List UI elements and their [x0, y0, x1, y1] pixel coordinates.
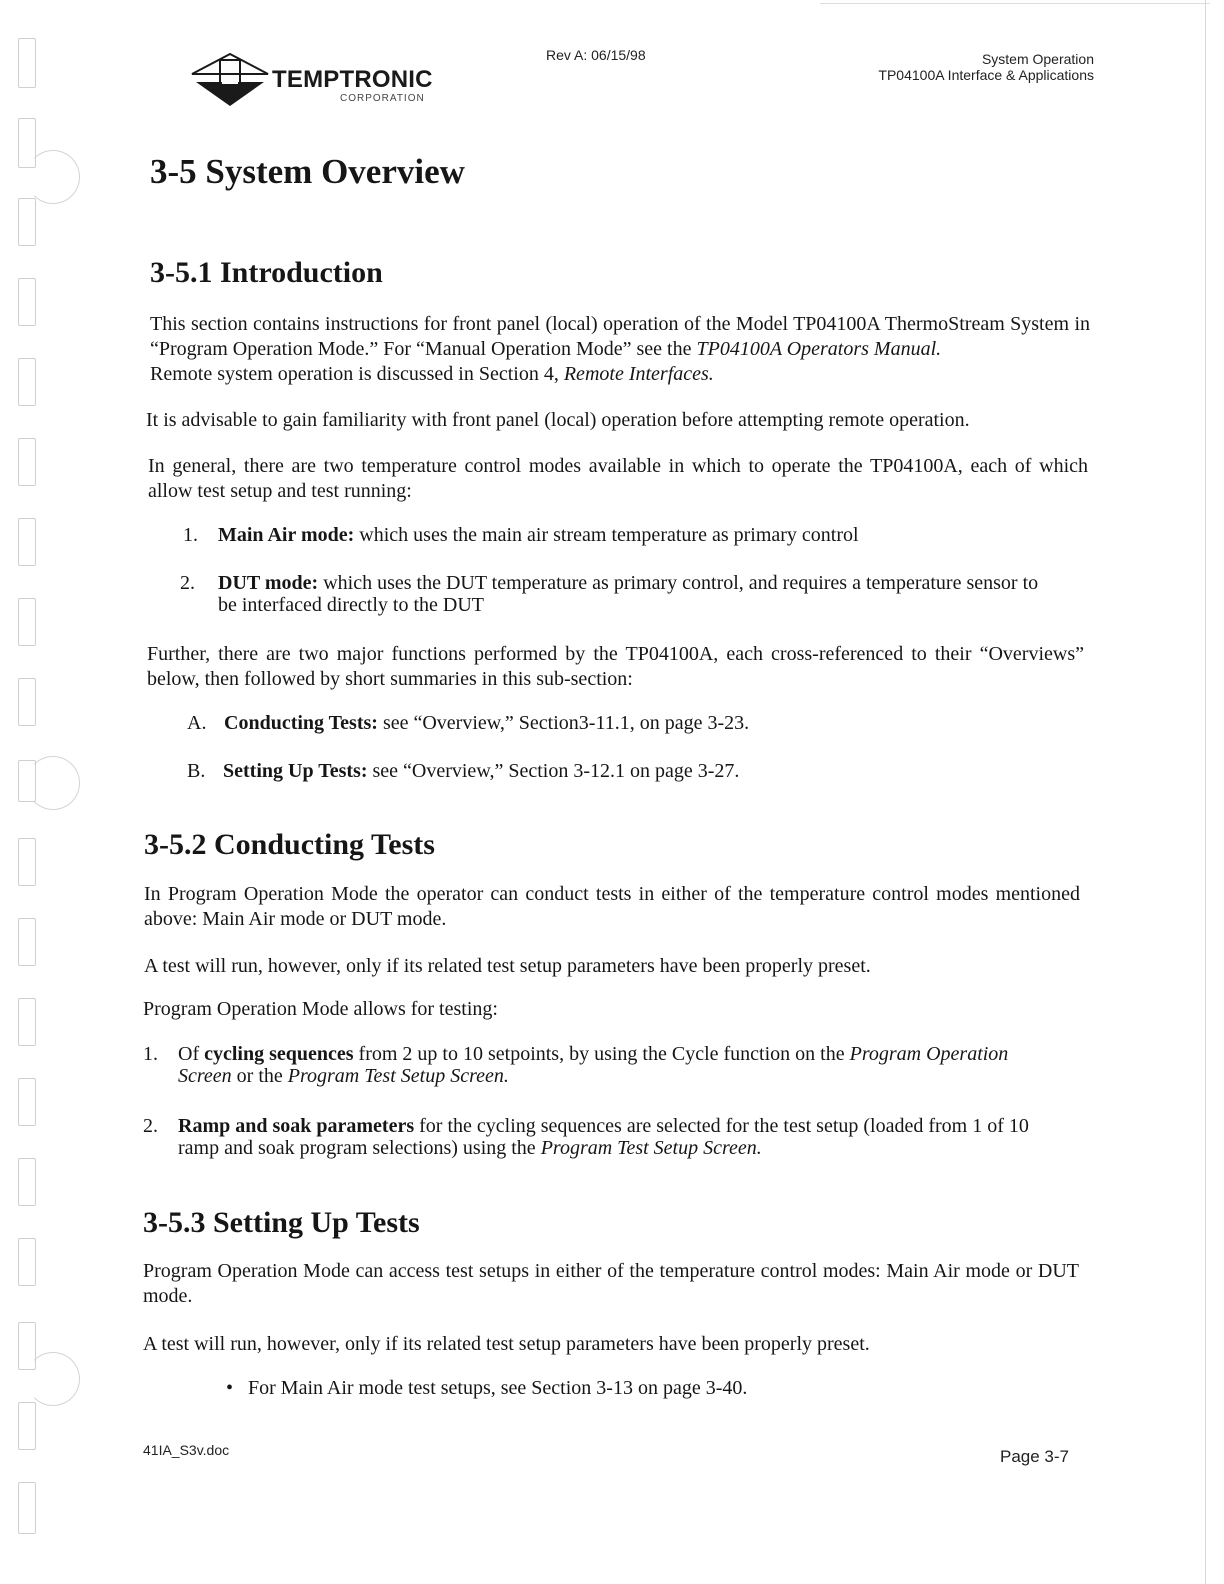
- intro-paragraph-1: This section contains instructions for front panel (local) operation of the Model TP04100A ThermoStream System in “Program Operation Mode.” For “Manual Operation Mode” see the TP04100A Operators Manual. Remote system operation is discussed in Section 4, Remote Interfaces.: [150, 313, 1090, 385]
- scan-edge-top: [820, 3, 1210, 4]
- running-header: [878, 51, 1094, 83]
- binder-hole: [18, 438, 36, 486]
- setting-paragraph-2: A test will run, however, only if its related test setup parameters have been properly preset.: [143, 1333, 870, 1355]
- manual-reference: TP04100A Operators Manual.: [696, 338, 942, 360]
- binder-hole: [18, 838, 36, 886]
- binder-hole: [18, 1402, 36, 1450]
- binder-hole: [18, 38, 36, 88]
- setting-up-tests-heading: 3-5.3 Setting Up Tests: [143, 1206, 420, 1239]
- binder-hole: [18, 1238, 36, 1286]
- binder-hole: [18, 278, 36, 326]
- binder-hole: [18, 678, 36, 726]
- doc-title: TP04100A Interface & Applications: [878, 67, 1094, 83]
- binder-hole: [18, 518, 36, 566]
- revision-date: Rev A: 06/15/98: [546, 47, 646, 63]
- binder-hole: [18, 760, 36, 802]
- list-item: A. Conducting Tests: see “Overview,” Section3-11.1, on page 3-23.: [187, 712, 750, 734]
- remote-interfaces-reference: Remote Interfaces.: [563, 363, 714, 385]
- bullet-icon: •: [226, 1377, 234, 1399]
- scan-edge-right: [1205, 0, 1206, 1584]
- conducting-paragraph-3: Program Operation Mode allows for testing:: [143, 998, 498, 1020]
- setting-paragraph-1: Program Operation Mode can access test setups in either of the temperature control modes: Main Air mode or DUT mode.: [143, 1260, 1079, 1307]
- logo-subtext: CORPORATION: [340, 93, 425, 104]
- temptronic-logo-icon: [190, 52, 270, 110]
- binder-ring: [26, 150, 80, 204]
- conducting-paragraph-1: In Program Operation Mode the operator can conduct tests in either of the temperature control modes mentioned above: Main Air mode or DUT mode.: [144, 883, 1080, 930]
- binder-hole: [18, 598, 36, 646]
- list-item: B. Setting Up Tests: see “Overview,” Section 3-12.1 on page 3-27.: [187, 760, 740, 782]
- binder-hole: [18, 998, 36, 1046]
- binder-hole: [18, 198, 36, 246]
- section-title: System Operation: [981, 51, 1094, 67]
- binder-hole: [18, 918, 36, 966]
- list-item: 1. Of cycling sequences from 2 up to 10 setpoints, by using the Cycle function on the Program Operation Screen or the Program Test Setup Screen.: [143, 1043, 1009, 1087]
- conducting-tests-heading: 3-5.2 Conducting Tests: [144, 828, 435, 861]
- conducting-paragraph-2: A test will run, however, only if its related test setup parameters have been properly preset.: [144, 955, 871, 977]
- binder-hole: [18, 1078, 36, 1126]
- list-item: • For Main Air mode test setups, see Section 3-13 on page 3-40.: [226, 1377, 748, 1399]
- page-number: Page 3-7: [1000, 1447, 1069, 1466]
- binder-hole: [18, 358, 36, 406]
- list-item: 1. Main Air mode: which uses the main air stream temperature as primary control: [183, 524, 859, 546]
- binder-hole: [18, 1482, 36, 1534]
- binder-hole: [18, 1322, 36, 1370]
- intro-paragraph-4: Further, there are two major functions performed by the TP04100A, each cross-referenced to their “Overviews” below, then followed by short summaries in this sub-section:: [147, 643, 1084, 690]
- company-logo: [190, 52, 440, 110]
- list-item: 2. Ramp and soak parameters for the cycling sequences are selected for the test setup (loaded from 1 of 10 ramp and soak program selections) using the Program Test Setup Screen.: [143, 1115, 1029, 1159]
- binder-hole: [18, 1158, 36, 1206]
- list-item: 2. DUT mode: which uses the DUT temperature as primary control, and requires a temperature sensor to be interfaced directly to the DUT: [180, 572, 1039, 616]
- intro-heading: 3-5.1 Introduction: [150, 256, 383, 289]
- intro-paragraph-3: In general, there are two temperature control modes available in which to operate the TP04100A, each of which allow test setup and test running:: [148, 455, 1088, 502]
- logo-text: TEMPTRONIC: [272, 66, 433, 93]
- intro-paragraph-2: It is advisable to gain familiarity with front panel (local) operation before attempting remote operation.: [146, 409, 970, 431]
- page-title: 3-5 System Overview: [150, 152, 465, 191]
- footer-filename: 41IA_S3v.doc: [143, 1442, 230, 1458]
